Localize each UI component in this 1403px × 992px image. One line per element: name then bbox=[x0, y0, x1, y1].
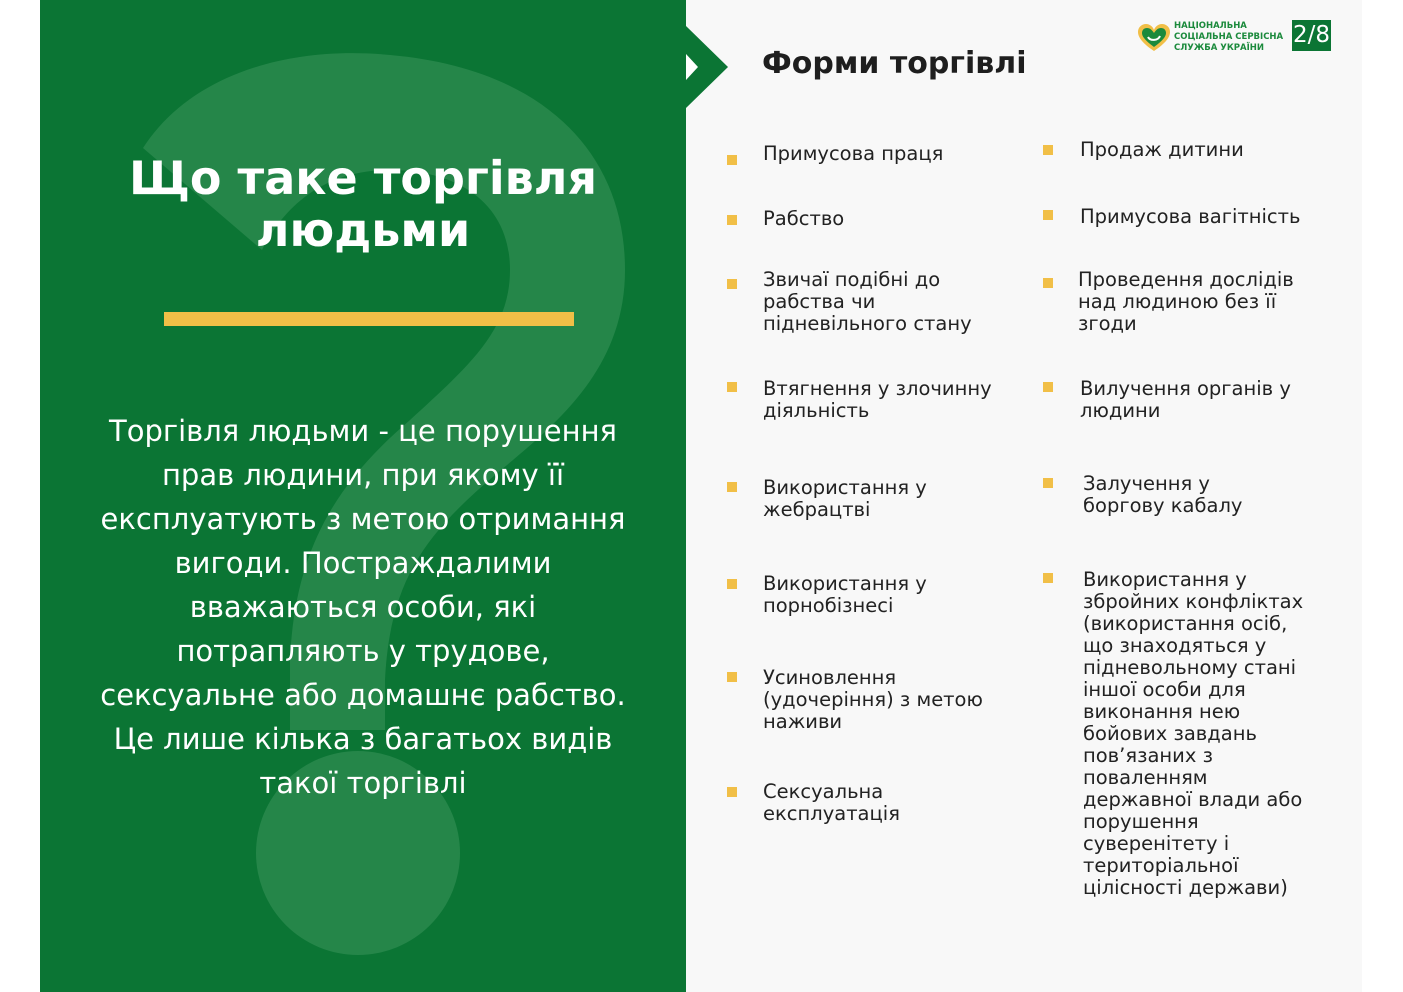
square-bullet-icon bbox=[1043, 478, 1053, 488]
square-bullet-icon bbox=[1043, 210, 1053, 220]
chevron-right-icon bbox=[686, 26, 728, 108]
square-bullet-icon bbox=[727, 155, 737, 165]
square-bullet-icon bbox=[727, 215, 737, 225]
list-item: Використання у жебрацтві bbox=[763, 476, 927, 521]
square-bullet-icon bbox=[727, 672, 737, 682]
list-item: Примусова вагітність bbox=[1080, 205, 1301, 228]
square-bullet-icon bbox=[1043, 278, 1053, 288]
logo-text-line: НАЦІОНАЛЬНА bbox=[1174, 21, 1247, 31]
list-item: Використання у порнобізнесі bbox=[763, 572, 927, 617]
list-item: Звичаї подібні до рабства чи підневільного стану bbox=[763, 268, 972, 335]
square-bullet-icon bbox=[727, 787, 737, 797]
square-bullet-icon bbox=[727, 579, 737, 589]
square-bullet-icon bbox=[1043, 145, 1053, 155]
left-title: Що таке торгівля людьми bbox=[128, 151, 598, 257]
list-item: Усиновлення (удочеріння) з метою наживи bbox=[763, 666, 983, 733]
square-bullet-icon bbox=[1043, 382, 1053, 392]
page-indicator: 2/8 bbox=[1292, 20, 1331, 51]
list-item: Проведення дослідів над людиною без її згоди bbox=[1078, 268, 1294, 335]
square-bullet-icon bbox=[727, 279, 737, 289]
square-bullet-icon bbox=[727, 482, 737, 492]
logo-text bbox=[1174, 21, 1283, 54]
list-item: Сексуальна експлуатація bbox=[763, 780, 900, 825]
list-item: Примусова праця bbox=[763, 142, 944, 165]
left-panel bbox=[40, 0, 686, 992]
list-item: Залучення у боргову кабалу bbox=[1083, 472, 1243, 517]
forms-title: Форми торгівлі bbox=[762, 46, 1027, 81]
square-bullet-icon bbox=[727, 382, 737, 392]
logo bbox=[1136, 21, 1286, 55]
list-item: Втягнення у злочинну діяльність bbox=[763, 377, 992, 422]
list-item: Рабство bbox=[763, 207, 845, 230]
list-item: Продаж дитини bbox=[1080, 138, 1244, 161]
square-bullet-icon bbox=[1043, 573, 1053, 583]
logo-text-line: СОЦІАЛЬНА СЕРВІСНА bbox=[1174, 32, 1284, 42]
divider-line bbox=[164, 312, 574, 326]
heart-logo-icon bbox=[1136, 23, 1172, 53]
list-item: Вилучення органів у людини bbox=[1080, 377, 1291, 422]
left-body-text: Торгівля людьми - це порушення прав людини, при якому її експлуатують з метою отримання вигоди. Постраждалими вважаються особи, які потрапляють у трудове, сексуальне або домашнє рабство. Це лише кілька з багатьох видів такої торгівлі bbox=[100, 414, 626, 800]
logo-text-line: СЛУЖБА УКРАЇНИ bbox=[1174, 43, 1264, 53]
list-item: Використання у збройних конфліктах (використання осіб, що знаходяться у підневольному стані іншої особи для виконання нею бойових завдань пов’язаних з поваленням державної влади або порушення суверенітету і територіальної цілісності держави) bbox=[1083, 568, 1304, 899]
